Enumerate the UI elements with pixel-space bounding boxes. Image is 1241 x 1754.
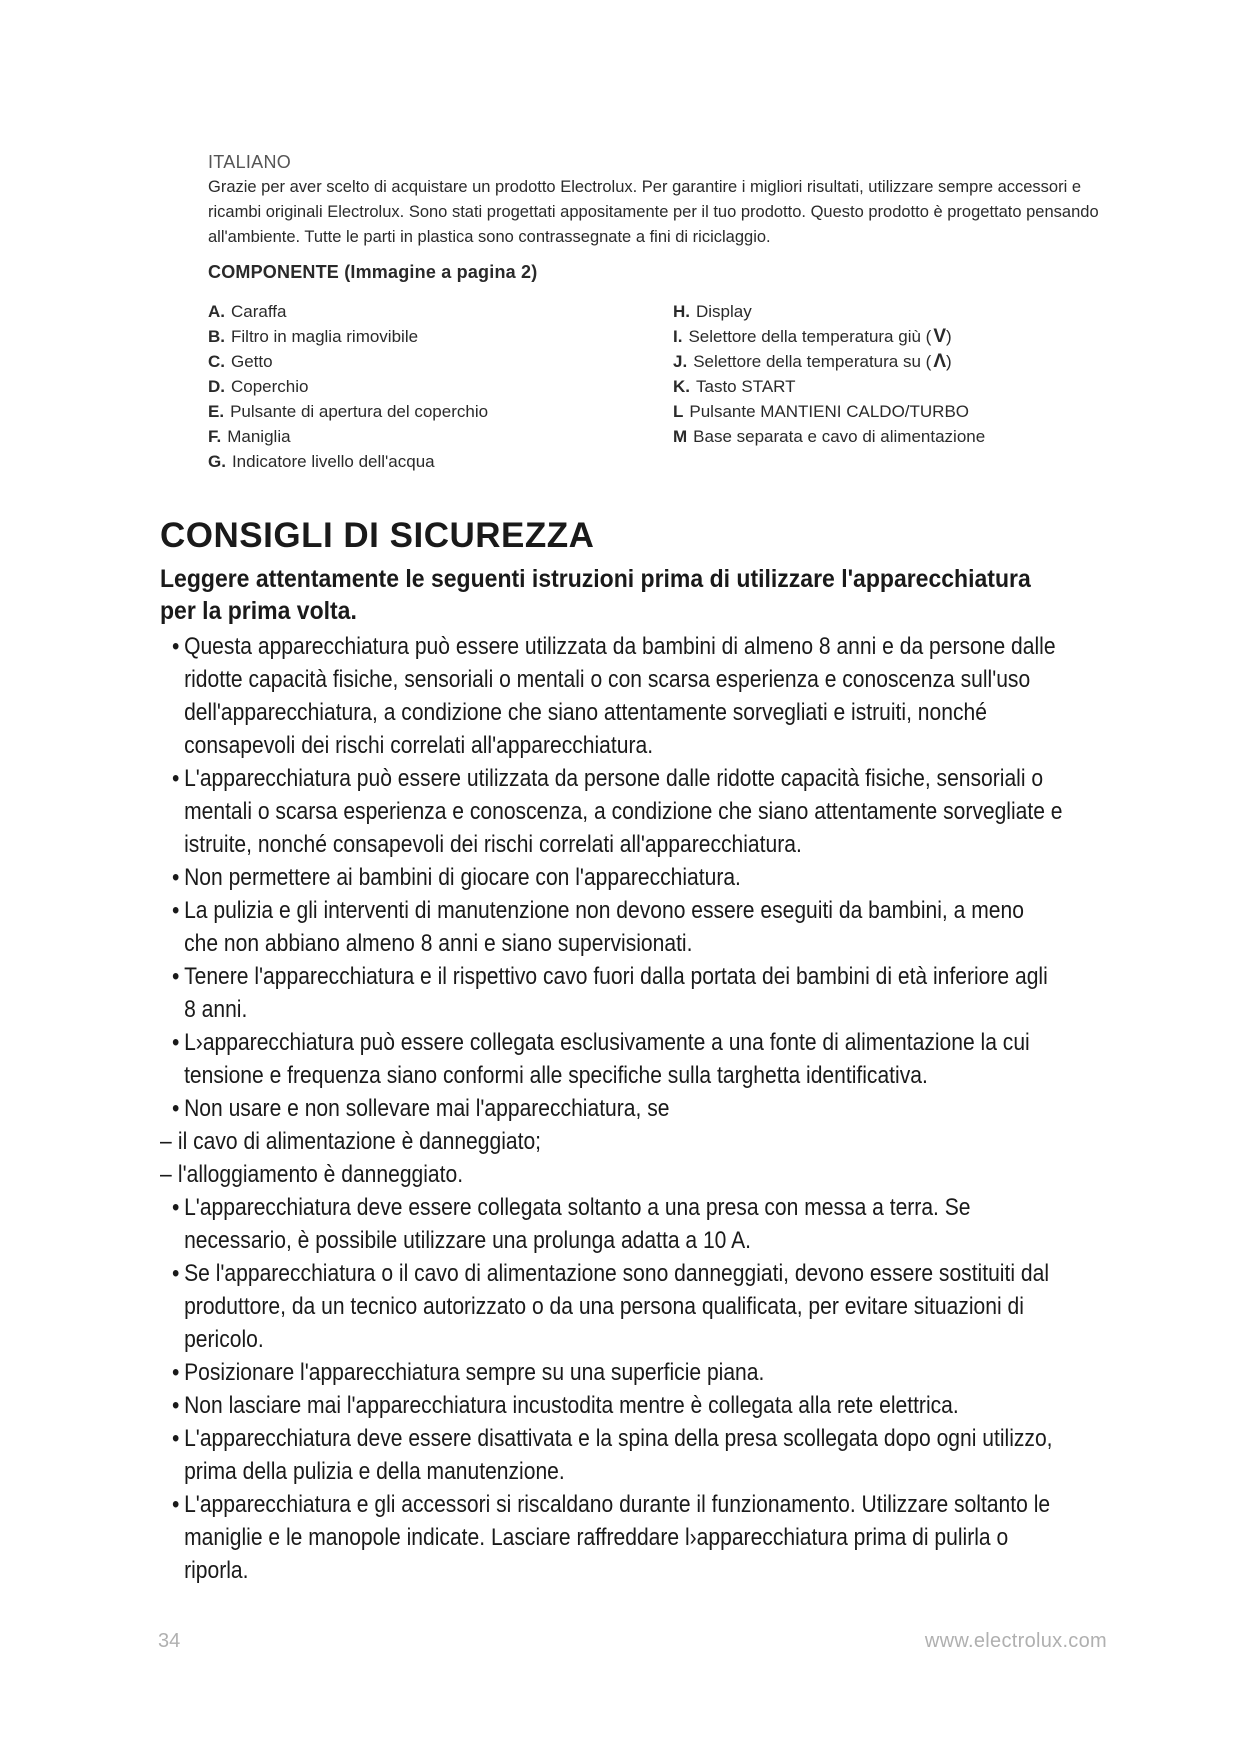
component-letter: K.	[673, 377, 690, 396]
component-letter: I.	[673, 327, 683, 346]
safety-item-text: Non usare e non sollevare mai l'apparecchiatura, se	[184, 1095, 670, 1122]
dash-mark: –	[160, 1128, 172, 1155]
safety-item	[160, 630, 1063, 762]
components-list-right	[673, 299, 1133, 449]
bullet-mark: •	[172, 765, 180, 792]
bullet-mark: •	[172, 963, 180, 990]
bullet-mark: •	[172, 1194, 180, 1221]
component-letter: L	[673, 402, 684, 421]
component-letter: G.	[208, 452, 226, 471]
chevron-down-icon: V	[933, 326, 946, 347]
safety-lead: Leggere attentamente le seguenti istruzioni prima di utilizzare l'apparecchiatura per la prima volta.	[160, 565, 1031, 625]
safety-list	[160, 630, 1063, 1587]
safety-subitem	[160, 1125, 1063, 1158]
component-label: Selettore della temperatura giù (	[688, 327, 932, 346]
chevron-up-icon: Λ	[933, 351, 946, 372]
component-letter: H.	[673, 302, 690, 321]
safety-item-text: L'apparecchiatura deve essere collegata soltanto a una presa con messa a terra. Se necessario, è possibile utilizzare una prolunga adatta a 10 A.	[184, 1194, 971, 1254]
component-label: Maniglia	[227, 427, 291, 446]
bullet-mark: •	[172, 897, 180, 924]
safety-item-text: Non lasciare mai l'apparecchiatura incustodita mentre è collegata alla rete elettrica.	[184, 1392, 959, 1419]
component-label: Base separata e cavo di alimentazione	[693, 427, 986, 446]
safety-subitem	[160, 1158, 1063, 1191]
component-letter: J.	[673, 352, 688, 371]
component-item	[673, 374, 1133, 399]
language-label: ITALIANO	[208, 152, 292, 172]
safety-item	[160, 762, 1063, 861]
component-item	[673, 299, 1133, 324]
safety-item	[160, 1488, 1063, 1587]
component-label-suffix: )	[946, 352, 952, 371]
component-item	[673, 399, 1133, 424]
component-item	[673, 424, 1133, 449]
bullet-mark: •	[172, 864, 180, 891]
component-letter: A.	[208, 302, 225, 321]
safety-item-text: il cavo di alimentazione è danneggiato;	[177, 1128, 542, 1155]
component-label-suffix: )	[946, 327, 952, 346]
safety-item-text: Se l'apparecchiatura o il cavo di alimentazione sono danneggiati, devono essere sostituiti dal produttore, da un tecnico autorizzato o da una persona qualificata, per evitare situazioni di pericolo.	[184, 1260, 1050, 1353]
safety-item-text: l'alloggiamento è danneggiato.	[177, 1161, 464, 1188]
intro-paragraph: Grazie per aver scelto di acquistare un prodotto Electrolux. Per garantire i migliori risultati, utilizzare sempre accessori e ricambi originali Electrolux. Sono stati progettati appositamente per il tuo prodotto. Questo prodotto è progettato pensando all'ambiente. Tutte le parti in plastica sono contrassegnate a fini di riciclaggio.	[208, 178, 1099, 246]
component-item	[208, 424, 648, 449]
safety-item	[160, 1191, 1063, 1257]
bullet-mark: •	[172, 1425, 180, 1452]
component-label: Coperchio	[231, 377, 309, 396]
component-item	[673, 349, 1133, 374]
safety-item-text: Tenere l'apparecchiatura e il rispettivo cavo fuori dalla portata dei bambini di età inferiore agli 8 anni.	[184, 963, 1048, 1023]
component-item	[208, 324, 648, 349]
safety-item	[160, 960, 1063, 1026]
safety-item-text: Posizionare l'apparecchiatura sempre su una superficie piana.	[184, 1359, 765, 1386]
bullet-mark: •	[172, 1491, 180, 1518]
safety-item	[160, 1026, 1063, 1092]
component-label: Indicatore livello dell'acqua	[231, 452, 435, 471]
component-letter: C.	[208, 352, 225, 371]
safety-item	[160, 861, 1063, 894]
safety-item	[160, 894, 1063, 960]
bullet-mark: •	[172, 1359, 180, 1386]
component-letter: F.	[208, 427, 222, 446]
bullet-mark: •	[172, 1029, 180, 1056]
component-label: Caraffa	[231, 302, 287, 321]
safety-item	[160, 1257, 1063, 1356]
component-letter: B.	[208, 327, 225, 346]
safety-item-text: Non permettere ai bambini di giocare con l'apparecchiatura.	[184, 864, 741, 891]
safety-title: CONSIGLI DI SICUREZZA	[160, 516, 595, 555]
component-item	[208, 349, 648, 374]
safety-item-text: L'apparecchiatura e gli accessori si riscaldano durante il funzionamento. Utilizzare soltanto le maniglie e le manopole indicate. Lasciare raffreddare l›apparecchiatura prima di pulirla o riporla.	[184, 1491, 1051, 1584]
component-item	[208, 299, 648, 324]
safety-item-text: Questa apparecchiatura può essere utilizzata da bambini di almeno 8 anni e da persone dalle ridotte capacità fisiche, sensoriali o mentali o con scarsa esperienza e conoscenza sull'uso dell'apparecchiatura, a condizione che siano attentamente sorvegliati e istruiti, nonché consapevoli dei rischi correlati all'apparecchiatura.	[184, 633, 1056, 759]
component-label: Tasto START	[696, 377, 796, 396]
page-number: 34	[158, 1630, 181, 1652]
dash-mark: –	[160, 1161, 172, 1188]
component-letter: M	[673, 427, 688, 446]
component-label: Display	[696, 302, 752, 321]
bullet-mark: •	[172, 1392, 180, 1419]
safety-item	[160, 1389, 1063, 1422]
safety-item	[160, 1356, 1063, 1389]
safety-item-text: L'apparecchiatura deve essere disattivata e la spina della presa scollegata dopo ogni utilizzo, prima della pulizia e della manutenzione.	[184, 1425, 1053, 1485]
safety-item	[160, 1422, 1063, 1488]
component-item	[208, 399, 648, 424]
bullet-mark: •	[172, 633, 180, 660]
bullet-mark: •	[172, 1095, 180, 1122]
component-item	[208, 449, 648, 474]
components-heading: COMPONENTE (Immagine a pagina 2)	[208, 262, 538, 282]
component-letter: E.	[208, 402, 225, 421]
component-label: Pulsante di apertura del coperchio	[230, 402, 489, 421]
safety-item-text: L›apparecchiatura può essere collegata esclusivamente a una fonte di alimentazione la cui tensione e frequenza siano conformi alle specifiche sulla targhetta identificativa.	[184, 1029, 1030, 1089]
component-letter: D.	[208, 377, 225, 396]
component-label: Selettore della temperatura su (	[693, 352, 932, 371]
safety-item	[160, 1092, 1063, 1125]
component-label: Filtro in maglia rimovibile	[231, 327, 419, 346]
component-item	[208, 374, 648, 399]
components-list-left	[208, 299, 648, 474]
bullet-mark: •	[172, 1260, 180, 1287]
website-url: www.electrolux.com	[924, 1630, 1107, 1652]
component-item	[673, 324, 1133, 349]
safety-item-text: La pulizia e gli interventi di manutenzione non devono essere eseguiti da bambini, a meno che non abbiano almeno 8 anni e siano supervisionati.	[184, 897, 1024, 957]
safety-item-text: L'apparecchiatura può essere utilizzata da persone dalle ridotte capacità fisiche, sensoriali o mentali o scarsa esperienza e conoscenza, a condizione che siano attentamente sorvegliate e istruite, nonché consapevoli dei rischi correlati all'apparecchiatura.	[184, 765, 1063, 858]
component-label: Getto	[231, 352, 273, 371]
component-label: Pulsante MANTIENI CALDO/TURBO	[689, 402, 970, 421]
